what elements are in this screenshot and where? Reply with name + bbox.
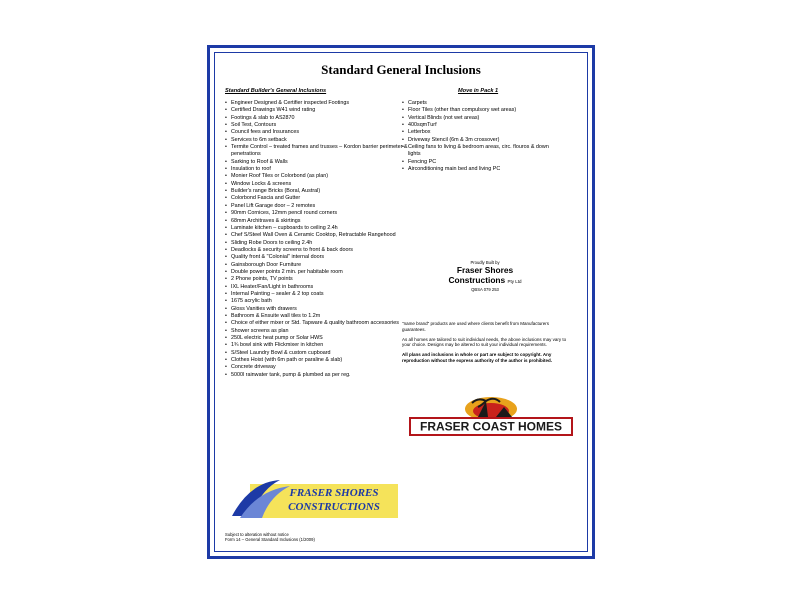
list-item: • Floor Tiles (other than compulsory wet areas) xyxy=(402,107,562,114)
list-item: • Airconditioning main bed and living PC xyxy=(402,166,562,173)
list-item: • Soil Test, Contours xyxy=(225,122,408,129)
list-item: • Clothes Hoist (with 6m path or paraline & slab) xyxy=(225,357,408,364)
qbsa-number: QBSA 079 253 xyxy=(471,287,499,292)
list-item: • Bathroom & Ensuite wall tiles to 1.2m xyxy=(225,313,408,320)
footer-form: Form 14 – General Standard Inclusions (1/2009) xyxy=(225,537,315,543)
fsc-logo-line1: FRASER SHORES xyxy=(289,487,379,499)
list-item: • 400sqmTurf xyxy=(402,122,562,129)
list-item: • Gloss Vanities with drawers xyxy=(225,306,408,313)
list-item: • Council fees and Insurances xyxy=(225,129,408,136)
list-item: • 68mm Architraves & skirtings xyxy=(225,218,408,225)
proudly-built-label: Proudly Built by xyxy=(470,260,500,265)
fsc-logo-line2: CONSTRUCTIONS xyxy=(288,501,380,513)
list-item: • Insulation to roof xyxy=(225,166,408,173)
list-item: • IXL Heater/Fan/Light in bathrooms xyxy=(225,284,408,291)
right-column-heading: Move in Pack 1 xyxy=(458,88,499,94)
list-item: • Services to 6m setback xyxy=(225,137,408,144)
list-item: • 1675 acrylic bath xyxy=(225,298,408,305)
list-item: • Letterbox xyxy=(402,129,562,136)
company-pty: Pty Ltd xyxy=(507,279,522,284)
note-tailored: As all homes are tailored to suit individual needs, the above inclusions may vary to your choice. Designs may be altered to suit your individual requirements. xyxy=(402,336,567,348)
list-item: • Sarking to Roof & Walls xyxy=(225,159,408,166)
document-page xyxy=(207,45,595,559)
document-title: Standard General Inclusions xyxy=(321,62,481,77)
fch-logo-text: FRASER COAST HOMES xyxy=(419,419,563,434)
list-item: • Shower screens as plan xyxy=(225,328,408,335)
left-column-heading: Standard Builder's General Inclusions xyxy=(225,88,327,94)
list-item: • Sliding Robe Doors to ceiling 2.4h xyxy=(225,240,408,247)
list-item: • 2 Phone points, TV points xyxy=(225,276,408,283)
list-item: • Ceiling fans to living & bedroom areas, circ. flouros & down lights xyxy=(402,144,562,159)
list-item: • Builder's range Bricks (Boral, Austral) xyxy=(225,188,408,195)
list-item: • 90mm Cornices, 12mm pencil round corners xyxy=(225,210,408,217)
list-item: • Fencing PC xyxy=(402,159,562,166)
company-name-line1: Fraser Shores xyxy=(456,265,514,275)
list-item: • Quality front & "Colonial" internal doors xyxy=(225,254,408,261)
footer-alteration: Subject to alteration without notice xyxy=(225,532,289,537)
list-item: • Gainsborough Door Furniture xyxy=(225,262,408,269)
list-item: • S/Steel Laundry Bowl & custom cupboard xyxy=(225,350,408,357)
list-item: • Termite Control – treated frames and trusses – Kordon barrier perimeter & penetrations xyxy=(225,144,408,159)
company-name-word: Constructions xyxy=(448,275,506,285)
list-item: • Footings & slab to AS2870 xyxy=(225,115,408,122)
footer xyxy=(225,532,315,542)
fraser-shores-logo xyxy=(230,476,400,522)
list-item: • Certified Drawings W41 wind rating xyxy=(225,107,408,114)
list-item: • 5000l rainwater tank, pump & plumbed as per reg. xyxy=(225,372,408,379)
company-name-line2 xyxy=(425,275,545,287)
list-item: • 1¾ bowl sink with Flickmixer in kitchen xyxy=(225,342,408,349)
list-item: • Choice of either mixer or Std. Tapware & quality bathroom accessories xyxy=(225,320,408,327)
list-item: • Chef S/Steel Wall Oven & Ceramic Cooktop, Retractable Rangehood xyxy=(225,232,408,239)
move-in-pack-list xyxy=(402,100,562,173)
builder-inclusions-list xyxy=(225,100,408,379)
builder-credit xyxy=(425,260,545,292)
list-item: • Vertical Blinds (not wet areas) xyxy=(402,115,562,122)
list-item: • Deadlocks & security screens to front & back doors xyxy=(225,247,408,254)
list-item: • Window Locks & screens xyxy=(225,181,408,188)
list-item: • Internal Painting – sealer & 2 top coats xyxy=(225,291,408,298)
list-item: • Panel Lift Garage door – 2 remotes xyxy=(225,203,408,210)
list-item: • Laminate kitchen – cupboards to ceiling 2.4h xyxy=(225,225,408,232)
list-item: • Colorbond Fascia and Gutter xyxy=(225,195,408,202)
list-item: • Driveway Stencil (6m & 3m crossover) xyxy=(402,137,562,144)
note-copyright: All plans and inclusions in whole or part are subject to copyright. Any reproduction without the express authority of the author is prohibited. xyxy=(402,352,553,363)
list-item: • Carpets xyxy=(402,100,562,107)
notes-block xyxy=(402,321,574,368)
list-item: • Double power points 2 min. per habitable room xyxy=(225,269,408,276)
list-item: • Monier Roof Tiles or Colorbond (as plan) xyxy=(225,173,408,180)
list-item: • Engineer Designed & Certifier inspected Footings xyxy=(225,100,408,107)
list-item: • 250L electric heat pump or Solar HWS xyxy=(225,335,408,342)
note-brand: "name brand" products are used where clients benefit from Manufacturers guarantees. xyxy=(402,321,550,332)
fraser-coast-homes-logo xyxy=(408,395,574,437)
list-item: • Concrete driveway xyxy=(225,364,408,371)
